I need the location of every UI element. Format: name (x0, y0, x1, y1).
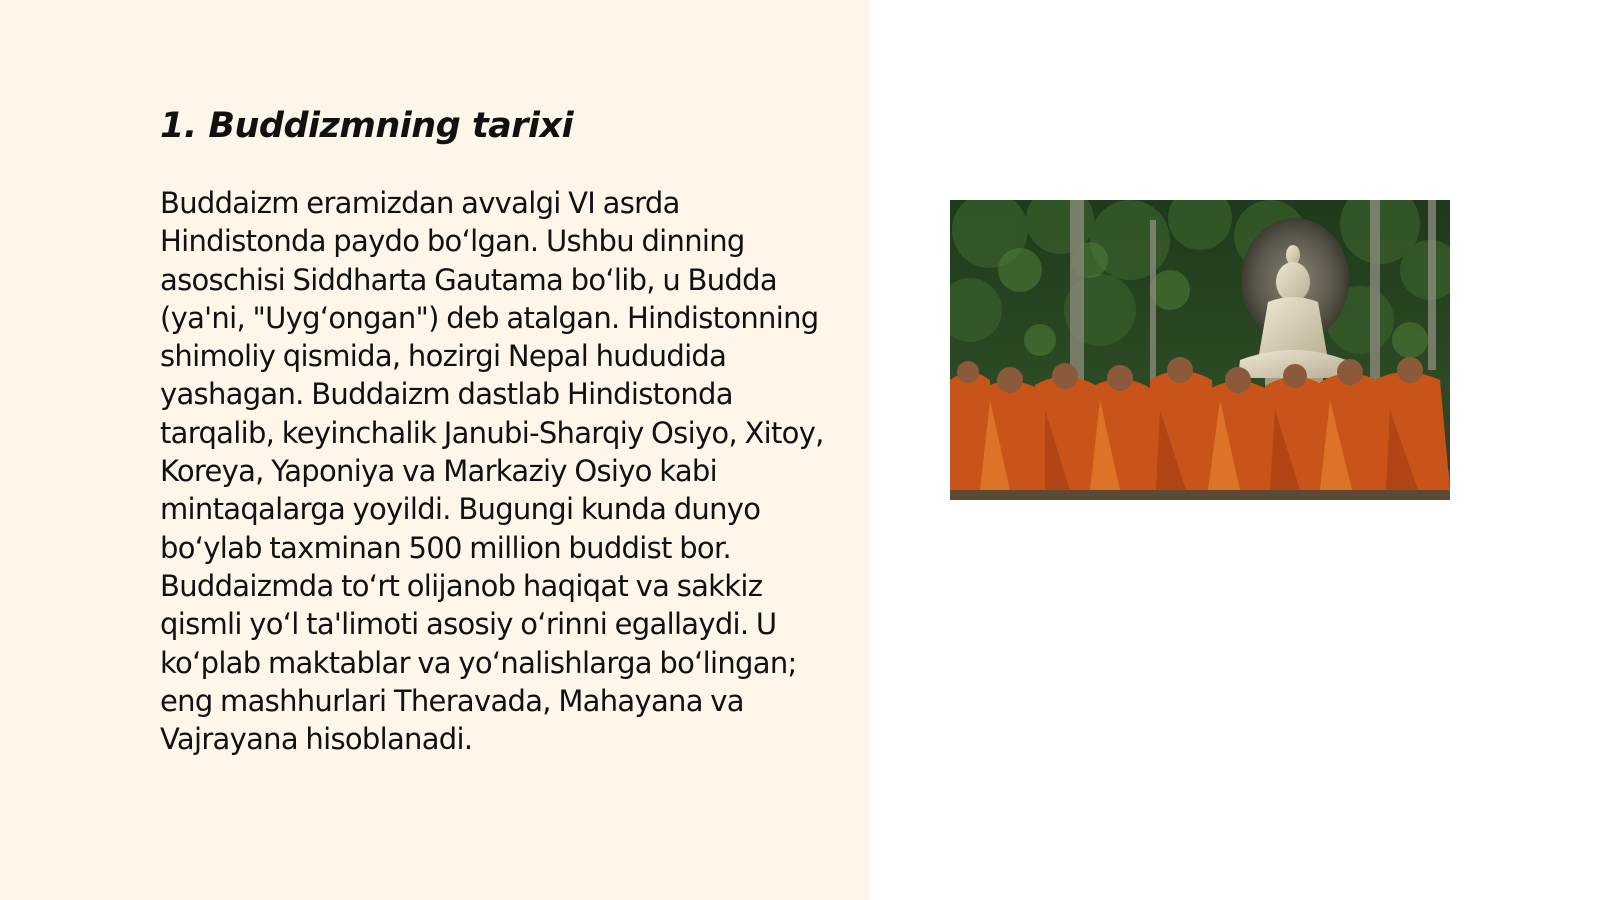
slide-body-text: Buddaizm eramizdan avvalgi VI asrda Hindistonda paydo bo‘lgan. Ushbu dinning asoschisi Siddharta Gautama bo‘lib, u Budda (ya'ni, "Uyg‘ongan") deb atalgan. Hindistonning shimoliy qismida, hozirgi Nepal hududida yashagan. Buddaizm dastlab Hindistonda tarqalib, keyinchalik Janubi-Sharqiy Osiyo, Xitoy, Koreya, Yaponiya va Markaziy Osiyo kabi mintaqalarga yoyildi. Bugungi kunda dunyo bo‘ylab taxminan 500 million buddist bor. Buddaizmda to‘rt olijanob haqiqat va sakkiz qismli yo‘l ta'limoti asosiy o‘rinni egallaydi. U ko‘plab maktablar va yo‘nalishlarga bo‘lingan; eng mashhurlari Theravada, Mahayana va Vajrayana hisoblanadi. (160, 186, 824, 757)
buddha-monks-photo (950, 200, 1450, 500)
slide-title: 1. Buddizmning tarixi (160, 106, 574, 146)
